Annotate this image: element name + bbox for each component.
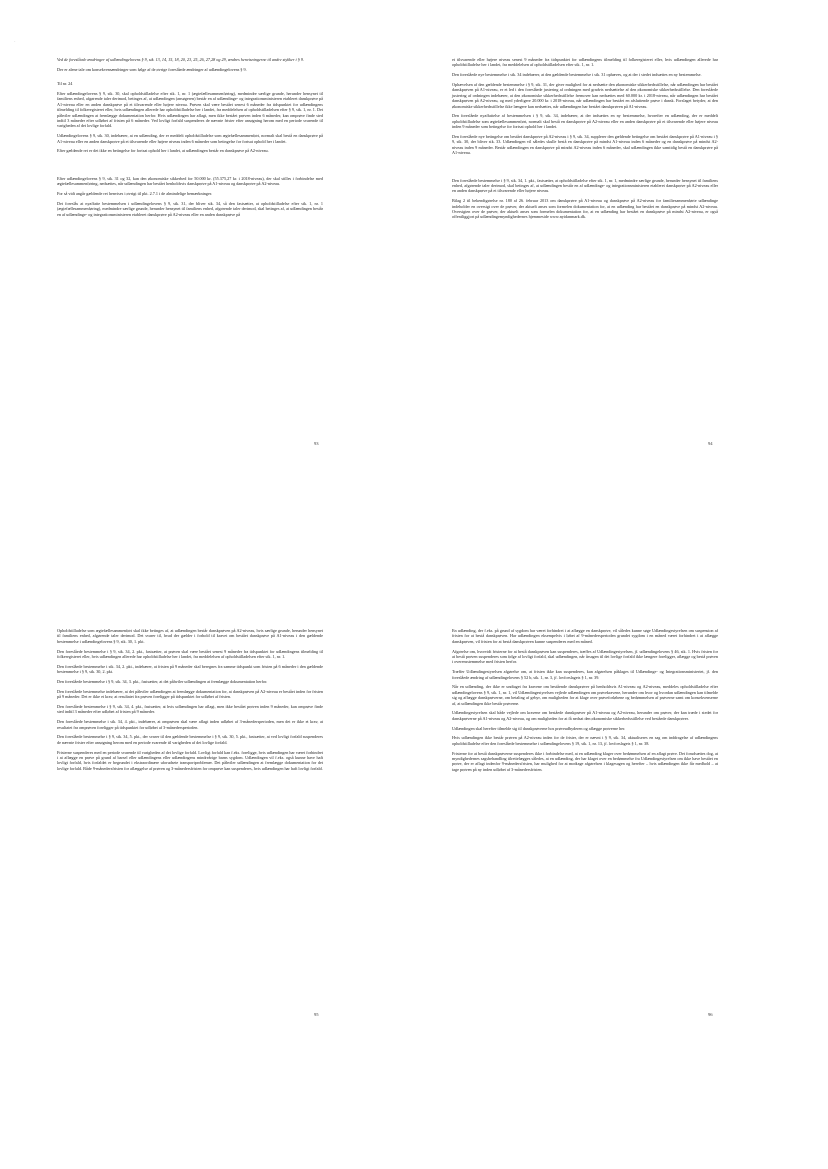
section-heading: Til nr. 24 [57,81,73,87]
paragraph: Den foreslåede bestemmelse i stk. 34, 2. pkt., indebærer, at fristen på 9 måneder skal beregnes fra samme tidspunkt som fristen på 6 måneder i den gældende bestemmelse i § 9, stk. 30, 2. pkt. [57,663,323,675]
page-94-text [452,57,718,224]
paragraph: Den foreslåede bestemmelse i § 9, stk. 34, 3. pkt., fastsætter, at det påhviler udlændingen at fremlægge dokumentation herfor. [57,679,268,685]
page-number: 96 [708,1012,713,1017]
paragraph: For så vidt angår gældende ret henvises i øvrigt til pkt. 2.7.1 i de almindelige bemærkninger. [57,191,213,197]
paragraph: Efter udlændingelovens § 9, stk. 30, skal opholdstilladelse efter stk. 1, nr. 1 (ægtefællesammenføring), medmindre særlige grunde, herunder hensynet til familiens enhed, afgørende taler derimod, betinges af, at udlændingen (ansøgeren) består en af udlændinge- og integrationsministeren etableret danskprøve på A1-niveau eller en anden danskprøve på et tilsvarende eller højere niveau. Prøven skal være bestået senest 6 måneder fra tidspunktet for udlændingens tilmelding til folkeregisteret eller, hvis udlændingen allerede har opholdstilladelse her i landet, fra meddelelsen af opholdstilladelsen efter § 9, stk. 1, nr. 1. Det påhviler udlændingen at fremlægge dokumentation herfor. Hvis udlændingen har aflagt, men ikke bestået prøven inden 6 måneder, kan omprøve finde sted indtil 3 måneder efter udløbet af fristen på 6 måneder. Ved lovligt forfald suspenderes de nævnte frister efter ansøgning herom med en periode svarende til varigheden af det lovlige forfald. [57,91,323,129]
paragraph: Den foreslåede bestemmelse i § 9, stk. 34, 5. pkt., der svarer til den gældende bestemmelse i § 9, stk. 30, 5. pkt., fastsætter, at ved lovligt forfald suspenderes de nævnte frister efter ansøgning herom med en periode svarende til varigheden af det lovlige forfald. [57,734,323,745]
paragraph: Efter udlændingelovens § 9, stk. 31 og 32, kan den økonomiske sikkerhed for 50.000 kr. (55.375,27 kr. i 2018-niveau), der skal stilles i forbindelse med ægtefællesammenføring, nedsættes, når udlændingen har bestået henholdsvis danskprøve på A1-niveau og danskprøve på A2-niveau. [57,175,323,187]
page-95-text [57,628,323,776]
paragraph: Ophævelsen af den gældende bestemmelse i § 9, stk. 31, der giver mulighed for at nedsætte den økonomiske sikkerhedsstillelse, når udlændingen har bestået danskprøven på A1-niveau, er et led i den foreslåede justering af ordningen med gradvis nedsættelse af den økonomiske sikkerhedsstillelse. Den foreslåede justering af ordningen indebærer, at den økonomiske sikkerhedsstillelse fremover kan nedsættes med 60.000 kr. i 2018-niveau, når udlændingen har bestået danskprøven på A2-niveau, og med yderligere 20.000 kr. i 2018-niveau, når udlændingen har bestået en afsluttende prøve i dansk. Forslaget betyder, at den økonomiske sikkerhedsstillelse ikke længere kan nedsættes, når udlændingen har bestået danskprøven på A1-niveau. [452,82,718,109]
paragraph: Den foreslåede nye betingelse om bestået danskprøve på A2-niveau i § 9, stk. 34, supplerer den gældende betingelse om bestået danskprøve på A1-niveau i § 9, stk. 30, der bliver stk. 33. Udlændingen vil således skulle bestå en danskprøve på mindst A1-niveau inden 6 måneder og en danskprøve på mindst A2-niveau inden 9 måneder. Består udlændingen en danskprøve på mindst A2-niveau inden 6 måneder, skal udlændingen ikke samtidig bestå en danskprøve på A1-niveau. [452,134,718,156]
paragraph: Den foreslåede bestemmelse i § 9, stk. 34, 4. pkt., fastsætter, at hvis udlændingen har aflagt, men ikke bestået prøven inden 9 måneder, kan omprøve finde sted indtil 3 måneder efter udløbet af fristen på 9 måneder. [57,704,323,715]
paragraph: Når en udlænding, der ikke er undtaget fra kravene om bestående danskprøver på henholdsvis A1-niveau og A2-niveau, meddeles opholdstilladelse efter udlændingelovens § 9, stk. 1, nr. 1, vil Udlændingestyrelsen vejlede udlændingen om prøvekravene, herunder om hvor og hvordan udlændingen kan tilmelde sig og aflægge danskprøverne, om betaling af gebyr, om muligheden for at klage over prøveforløbene og bedømmelsen af prøverne samt om konsekvenserne af, at udlændingen ikke består prøverne. [452,684,718,706]
paragraph: Træffer Udlændingestyrelsen afgørelse om, at fristen ikke kan suspenderes, kan afgørelsen påklages til Udlændinge- og Integrationsministeriet, jf. den foreslåede ændring af udlændingelovens § 52 b, stk. 1, nr. 3, jf. lovforslagets § 1, nr. 39. [452,669,718,680]
paragraph: Den foreslåede bestemmelse i § 9, stk. 34, 1. pkt., fastsætter, at opholdstilladelse efter stk. 1, nr. 1, medmindre særlige grunde, herunder hensynet til familiens enhed, afgørende taler derimod, skal betinges af, at udlændingen består en af udlændinge- og integrationsministeren etableret danskprøve på A2-niveau eller en anden danskprøve på et tilsvarende eller højere niveau. [452,177,718,194]
paragraph: et tilsvarende eller højere niveau senest 9 måneder fra tidspunktet for udlændingens tilmelding til folkeregisteret eller, hvis udlændingen allerede har opholdstilladelse her i landet, fra meddelelsen af opholdstilladelsen efter stk. 1, nr. 1. [452,57,718,68]
page-96-text [452,628,718,777]
paragraph: Den foreslåede bestemmelse i stk. 34, 4. pkt., indebærer, at omprøven skal være aflagt inden udløbet af 3-månedersperioden, men det er ikke et krav, at resultatet fra omprøven foreligger på tidspunktet for udløbet af 3-månedersperioden. [57,719,323,730]
paragraph: Den foreslåede bestemmelse indebærer, at det påhviler udlændingen at fremlægge dokumentation for, at danskprøven på A2-niveau er bestået inden for fristen på 9 måneder. Det er ikke et krav, at resultatet fra prøven foreligger på tidspunktet for udløbet af fristen. [57,688,323,700]
paragraph: Udlændingelovens § 9, stk. 30, indebærer, at en udlænding, der er meddelt opholdstilladelse som ægtefællesammenført, normalt skal bestå en danskprøve på A1-niveau eller en anden danskprøve på et tilsvarende eller højere niveau inden 6 måneder som betingelse for fortsat ophold her i landet. [57,133,323,144]
paragraph: Den foreslåede nye bestemmelse i stk. 34 indebærer, at den gældende bestemmelse i stk. 31 ophæves, og at der i stedet indsættes en ny bestemmelse. [452,72,702,78]
paragraph: Den foreslåede bestemmelse i § 9, stk. 34, 2. pkt., fastsætter, at prøven skal være bestået senest 9 måneder fra tidspunktet for udlændingens tilmelding til folkeregisteret eller, hvis udlændingen allerede har opholdstilladelse her i landet, fra meddelelsen af opholdstilladelsen efter stk. 1, nr. 1. [57,648,323,660]
paragraph: Fristerne suspenderes med en periode svarende til varigheden af det lovlige forfald. Lovligt forfald kan f.eks. foreligge, hvis udlændingen har været forhindret i at aflægge en prøve på grund af barsel eller udlændingens eller udlændingens mindreårige barns sygdom. Udlændingen vil f.eks. også kunne have haft lovligt forfald, hvis forfaldet er begrundet i ekstraordinære uforudsete transportproblemer. Det påhviler udlændingen at fremlægge dokumentation for det lovlige forfald. Både 9-månedersfristen for aflæggelse af prøven og 3-månedersfristen for omprøve kan suspenderes, hvis udlændingen har haft lovligt forfald. [57,749,323,771]
page-number: 93 [314,441,319,446]
paragraph: Opholdstilladelse som ægtefællesammenført skal ikke betinges af, at udlændingen består danskprøven på A2-niveau, hvis særlige grunde, herunder hensynet til familiens enhed, afgørende taler derimod. Det svarer til, hvad der gælder i forhold til kravet om bestået danskprøve på A1-niveau i den gældende bestemmelse i udlændingelovens § 9, stk. 30, 1. pkt. [57,628,323,644]
paragraph: Efter gældende ret er det ikke en betingelse for fortsat ophold her i landet, at udlændingen består en danskprøve på A2-niveau. [57,148,269,154]
paragraph: Det foreslås at nyaffatte bestemmelsen i udlændingelovens § 9, stk. 31, der bliver stk. 34, så den fastsætter, at opholdstilladelse efter stk. 1, nr. 1 (ægtefællesammenføring), medmindre særlige grunde, herunder hensynet til familiens enhed, afgørende taler derimod, skal betinges af, at udlændingen består en af udlændinge- og integrationsministeren etableret danskprøve på A2-niveau eller en anden danskprøve på [57,200,323,217]
page-93-text [57,57,323,221]
paragraph: Ved de foreslåede ændringer af udlændingelovens § 9, stk. 13, 14, 15, 18, 20, 23, 25, 26, 27,28 og 29, ændres henvisningerne til andre stykker i § 9. [57,57,305,62]
paragraph: Hvis udlændingen ikke består prøven på A2-niveau inden for de frister, der er nævnt i § 9, stk. 34, aktualiseres en sag om inddragelse af udlændingens opholdstilladelse efter den foreslåede bestemmelse i udlændingelovens § 19, stk. 1, nr. 13, jf. lovforslagets § 1, nr. 38. [452,735,718,746]
paragraph: Der er alene tale om konsekvensændringer som følge af de øvrige foreslåede ændringer af udlændingelovens § 9. [57,66,247,72]
paragraph: Fristerne for at bestå danskprøverne suspenderes ikke i forbindelse med, at en udlænding klager over bedømmelsen af en aflagt prøve. Det forudsættes dog, at myndighedernes sagsbehandling tilrettelægges således, at en udlænding, der har klaget over en bedømmelse fra Udlændingestyrelsen om ikke have bestået en prøve, der er aflagt indenfor 9-månedersfristen, har mulighed for at modtage afgørelsen i klagesagen og herefter – hvis udlændingen ikke får medhold – at tage prøven på ny inden udløbet af 3-månedersfristen. [452,750,718,772]
paragraph: Bilag 2 til bekendtgørelse nr. 180 af 26. februar 2013 om danskprøve på A1-niveau og danskprøve på A2-niveau for familiesammenførte udlændinge indeholder en oversigt over de prøver, der aktuelt anses som formelen dokumentation for, at en udlænding har bestået en danskprøve på mindst A2-niveau. Oversigten over de prøver, der aktuelt anses som formelen dokumentation for, at en udlænding har bestået en danskprøve på mindst A2-niveau, er også offentliggjort på udlændingemyndighedernes hjemmeside www.nyidanmark.dk. [452,198,718,220]
page-number: 94 [708,441,713,446]
paragraph: Udlændingestyrelsen skal både vejlede om kravene om beståede danskprøver på A1-niveau og A2-niveau, herunder om prøver, der kan træde i stedet for danskprøverne på A1-niveau og A2-niveau, og om muligheden for at få nedsat den økonomiske sikkerhedsstillelse ved beståede danskprøver. [452,710,718,721]
paragraph: Afgørelse om, hvorvidt fristerne for at bestå danskprøven kan suspenderes, træffes af Udlændingestyrelsen, jf. udlændingelovens § 46, stk. 1. Hvis fristen for at bestå prøven suspenderes som følge af lovligt forfald, skal udlændingen, når årsagen til det lovlige forfald ikke længere foreligger, aflægge og bestå prøven i overensstemmelse med fristen herfor. [452,648,718,665]
scan-mark: - [14,38,16,43]
paragraph: Udlændingen skal herefter tilmelde sig til danskprøverne hos prøveudbyderen og aflægge prøverne her. [452,725,626,731]
page-number: 95 [314,1012,319,1017]
paragraph: Den foreslåede nyaffattelse af bestemmelsen i § 9, stk. 34, indebærer, at der indsættes en ny bestemmelse, hvorefter en udlænding, der er meddelt opholdstilladelse som ægtefællesammenført, normalt skal bestå en danskprøve på A2-niveau eller en anden danskprøve på et tilsvarende eller højere niveau inden 9 måneder som betingelse for fortsat ophold her i landet. [452,113,718,130]
paragraph: En udlænding, der f.eks. på grund af sygdom har været forhindret i at aflægge en danskprøve, vil således kunne søge Udlændingestyrelsen om suspension af fristen for at bestå danskprøven. Har udlændingen eksempelvis i løbet af 9-månedersperioden grundet sygdom i en måned været forhindret i at aflægge danskprøven, vil fristen for at bestå danskprøven kunne suspenderes med en måned. [452,628,718,644]
